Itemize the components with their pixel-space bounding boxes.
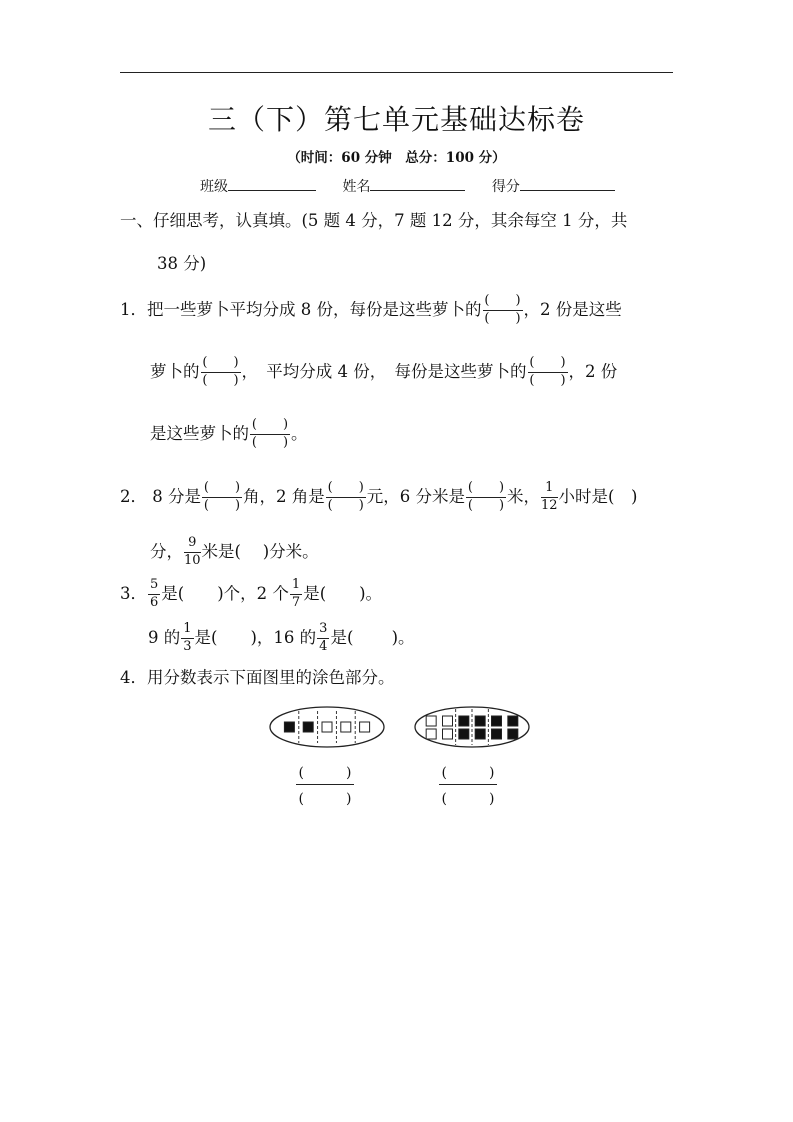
shaded-square [459, 716, 469, 726]
answer-fraction[interactable]: $\frac{( )}{( )}$ [203, 480, 241, 513]
fraction: $\frac{9}{10}$ [184, 535, 201, 568]
q3-line2: 9 的 $\frac{1}{3}$ 是( )，16 的 $\frac{3}{4}$ 是( )。 [148, 621, 415, 654]
answer-fraction[interactable]: $\frac{( )}{( )}$ [202, 355, 239, 388]
fraction: $\frac{1}{3}$ [183, 621, 192, 654]
q1-line3: 是这些萝卜的 $\frac{( )}{( )}$ 。 [150, 417, 308, 450]
answer-fraction[interactable]: $\frac{( )}{( )}$ [327, 480, 364, 513]
shaded-square [459, 729, 469, 739]
q2-line1: 2． 8 分是 $\frac{( )}{( )}$ 角，2 角是 $\frac{( )}{( )}$ 元，6 分米是 $\frac{( )}{( )}$ 米， $\frac{1}{12}$ 小时是( ) [120, 480, 638, 513]
shaded-square [475, 716, 485, 726]
empty-square [443, 729, 453, 739]
exam-subtitle: （时间：60 分钟 总分：100 分） [287, 150, 506, 166]
shaded-square [508, 729, 518, 739]
name-field[interactable] [370, 176, 465, 191]
fraction: $\frac{1}{7}$ [291, 577, 301, 610]
empty-square [322, 722, 332, 732]
fraction: $\frac{1}{12}$ [541, 480, 558, 513]
q3-line1: 3． $\frac{5}{6}$ 是( )个，2 个 $\frac{1}{7}$ 是( )。 [120, 577, 383, 610]
empty-square [360, 722, 370, 732]
fraction: $\frac{3}{4}$ [319, 621, 328, 654]
shaded-square [284, 722, 294, 732]
class-label: 班级 [200, 179, 228, 195]
shaded-square [492, 729, 502, 739]
answer-fraction[interactable]: $\frac{( )}{( )}$ [467, 480, 505, 513]
q2-line2: 分， $\frac{9}{10}$ 米是( )分米。 [150, 535, 319, 568]
answer-fraction[interactable]: $\frac{( )}{( )}$ [484, 293, 521, 326]
student-info [200, 176, 637, 196]
q1-line1: 1．把一些萝卜平均分成 8 份，每份是这些萝卜的 $\frac{( )}{( )}$ ，2 份是这些 [120, 293, 622, 326]
q1-line2: 萝卜的 $\frac{( )}{( )}$ ， 平均分成 4 份， 每份是这些萝卜的 $\frac{( )}{( )}$ ，2 份 [150, 355, 618, 388]
shaded-square [508, 716, 518, 726]
answer-fraction[interactable]: $\frac{( )}{( )}$ [529, 355, 566, 388]
section1-heading-cont: 38 分) [157, 254, 207, 273]
figure-1-ellipse [268, 705, 386, 755]
score-label: 得分 [491, 179, 520, 195]
figure-2-answer[interactable]: ( ) ( ) [439, 762, 497, 808]
empty-square [443, 716, 453, 726]
section1-heading: 一、仔细思考，认真填。(5 题 4 分，7 题 12 分，其余每空 1 分，共 [120, 211, 628, 230]
shaded-square [475, 729, 485, 739]
answer-fraction[interactable]: $\frac{( )}{( )}$ [251, 417, 289, 450]
figure-2-ellipse [413, 705, 531, 755]
empty-square [426, 729, 436, 739]
name-label: 姓名 [342, 179, 371, 195]
top-rule [120, 72, 673, 73]
shaded-square [303, 722, 313, 732]
empty-square [426, 716, 436, 726]
empty-square [341, 722, 351, 732]
page-title: 三（下）第七单元基础达标卷 [207, 103, 585, 136]
score-field[interactable] [520, 176, 615, 191]
class-field[interactable] [228, 176, 316, 191]
shaded-square [492, 716, 502, 726]
q4-text: 4．用分数表示下面图里的涂色部分。 [120, 668, 395, 687]
figure-1-answer[interactable]: ( ) ( ) [296, 762, 354, 808]
fraction: $\frac{5}{6}$ [150, 577, 159, 610]
